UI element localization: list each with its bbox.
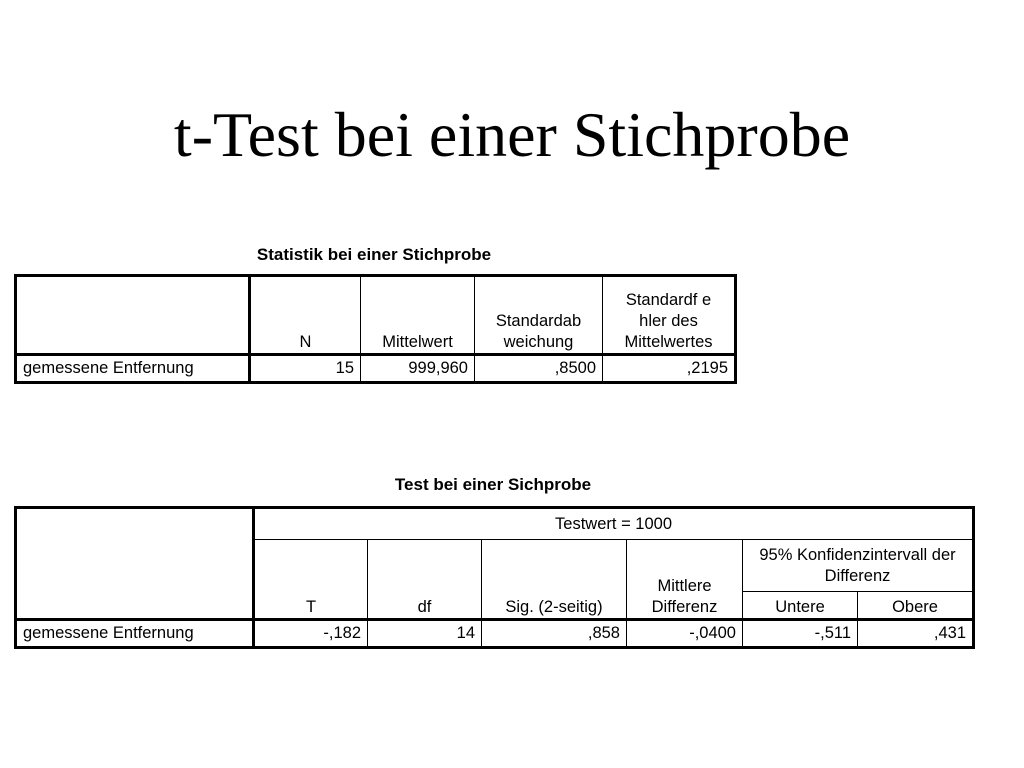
cell-t: -,182 xyxy=(254,620,368,648)
col-header-n: N xyxy=(250,276,361,355)
col-header-lower: Untere xyxy=(743,592,858,620)
table2-corner-cell xyxy=(16,508,254,620)
col-header-upper: Obere xyxy=(858,592,974,620)
table1-corner-cell xyxy=(16,276,250,355)
slide-title: t-Test bei einer Stichprobe xyxy=(173,99,851,170)
cell-lower: -,511 xyxy=(743,620,858,648)
testvalue-header: Testwert = 1000 xyxy=(254,508,974,540)
table2-caption: Test bei einer Sichprobe xyxy=(394,475,592,494)
col-header-ci: 95% Konfidenzintervall der Differenz xyxy=(743,540,974,592)
cell-sd: ,8500 xyxy=(475,355,603,383)
cell-mean: 999,960 xyxy=(361,355,475,383)
col-header-mean: Mittelwert xyxy=(361,276,475,355)
col-header-t: T xyxy=(254,540,368,620)
col-header-sd: Standardab weichung xyxy=(475,276,603,355)
col-header-se: Standardf e hler des Mittelwertes xyxy=(603,276,736,355)
table1-caption: Statistik bei einer Stichprobe xyxy=(256,245,492,264)
row-label: gemessene Entfernung xyxy=(16,620,254,648)
cell-sig: ,858 xyxy=(482,620,627,648)
col-header-diff: Mittlere Differenz xyxy=(627,540,743,620)
cell-n: 15 xyxy=(250,355,361,383)
cell-upper: ,431 xyxy=(858,620,974,648)
statistics-table xyxy=(14,274,737,384)
col-header-df: df xyxy=(368,540,482,620)
col-header-sig: Sig. (2-seitig) xyxy=(482,540,627,620)
test-table xyxy=(14,506,975,649)
cell-se: ,2195 xyxy=(603,355,736,383)
cell-df: 14 xyxy=(368,620,482,648)
cell-diff: -,0400 xyxy=(627,620,743,648)
row-label: gemessene Entfernung xyxy=(16,355,250,383)
